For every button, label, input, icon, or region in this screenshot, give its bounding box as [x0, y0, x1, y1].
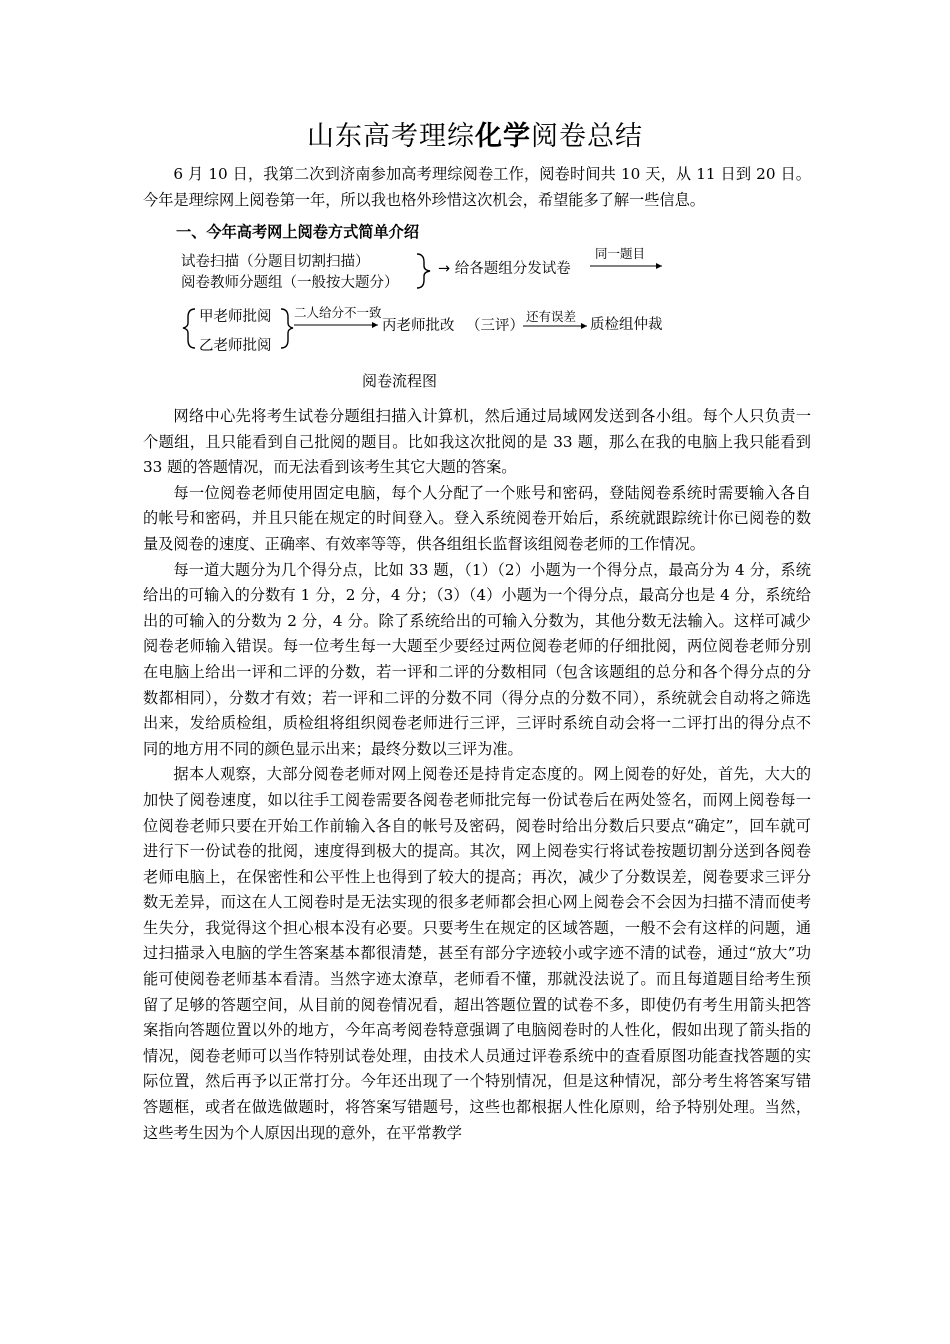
- flowchart-caption: 阅卷流程图: [362, 372, 438, 390]
- flow-step-group: 阅卷教师分题组（一般按大题分）: [181, 275, 399, 291]
- flow-teacher-c: 丙老师批改: [382, 318, 455, 334]
- section-heading: 一、今年高考网上阅卷方式简单介绍: [176, 223, 419, 241]
- paragraph-4: 据本人观察，大部分阅卷老师对网上阅卷还是持肯定态度的。网上阅卷的好处，首先，大大的加快了阅卷速度，如以往手工阅卷需要各阅卷老师批完每一份试卷后在两处签名，而网上阅卷每一位阅卷老师只要在开始工作前输入各自的帐号及密码，阅卷时给出分数后只要点“确定”，回车就可进行下一份试卷的批阅，速度得到极大的提高。其次，网上阅卷实行将试卷按题切割分送到各阅卷老师电脑上，在保密性和公平性上也得到了较大的提高；再次，减少了分数误差，阅卷要求三评分数无差异，而这在人工阅卷时是无法实现的很多老师都会担心网上阅卷会不会因为扫描不清而使考生失分，我觉得这个担心根本没有必要。只要考生在规定的区域答题，一般不会有这样的问题，通过扫描录入电脑的学生答案基本都很清楚，甚至有部分字迹较小或字迹不清的试卷，通过“放大”功能可使阅卷老师基本看清。当然字迹太潦草，老师看不懂，那就没法说了。而且每道题目给考生预留了足够的答题空间，从目前的阅卷情况看，超出答题位置的试卷不多，即使仍有考生用箭头把答案指向答题位置以外的地方，今年高考阅卷特意强调了电脑阅卷时的人性化，假如出现了箭头指的情况，阅卷老师可以当作特别试卷处理，由技术人员通过评卷系统中的查看原图功能查找答题的实际位置，然后再予以正常打分。今年还出现了一个特别情况，但是这种情况，部分考生将答案写错答题框，或者在做选做题时，将答案写错题号，这些也都根据人性化原则，给予特别处理。当然，这些考生因为个人原因出现的意外，在平常教学: [143, 765, 811, 1142]
- flowchart-lines: [0, 0, 950, 400]
- flow-teacher-b: 乙老师批阅: [199, 338, 272, 354]
- paragraph-1: 网络中心先将考生试卷分题组扫描入计算机，然后通过局域网发送到各小组。每个人只负责一个题组，且只能看到自己批阅的题目。比如我这次批阅的是 33 题，那么在我的电脑上我只能看到 33 题的答题情况，而无法看到该考生其它大题的答案。: [143, 407, 811, 477]
- flowchart: [0, 0, 950, 400]
- arrow-same-question-head-icon: [656, 263, 662, 269]
- arrow-mismatch-head-icon: [372, 322, 378, 328]
- flow-quality-group: 质检组仲裁: [590, 317, 663, 333]
- flow-teacher-a: 甲老师批阅: [199, 309, 272, 325]
- title-suffix: 阅卷总结: [531, 121, 643, 152]
- brace-right-icon: [417, 254, 430, 288]
- flow-label-same-question: 同一题目: [595, 246, 646, 261]
- brace-left-icon: [183, 309, 195, 348]
- arrow-still-error-head-icon: [581, 323, 587, 329]
- title-prefix: 山东高考理综: [307, 121, 475, 152]
- flow-label-mismatch: 二人给分不一致: [294, 305, 382, 320]
- title-bold: 化学: [475, 121, 531, 152]
- flow-step-scan: 试卷扫描（分题目切割扫描）: [181, 254, 370, 270]
- body-text: [143, 404, 811, 1146]
- brace-right-2-icon: [281, 309, 293, 348]
- flow-distribute: → 给各题组分发试卷: [438, 261, 571, 277]
- paragraph-2: 每一位阅卷老师使用固定电脑，每个人分配了一个账号和密码，登陆阅卷系统时需要输入各自的帐号和密码，并且只能在规定的时间登入。登入系统阅卷开始后，系统就跟踪统计你已阅卷的数量及阅卷的速度、正确率、有效率等等，供各组组长监督该组阅卷老师的工作情况。: [143, 483, 811, 553]
- paragraph-3: 每一道大题分为几个得分点，比如 33 题，（1）（2）小题为一个得分点，最高分为 4 分，系统给出的可输入的分数有 1 分，2 分，4 分；（3）（4）小题为一个得分点，最高分也是 4 分，系统给出的可输入的分数为 2 分，4 分。除了系统给出的可输入分数为，其他分数无法输入。这样可减少阅卷老师输入错误。每一位考生每一大题至少要经过两位阅卷老师的仔细批阅，两位阅卷老师分别在电脑上给出一评和二评的分数，若一评和二评的分数相同（包含该题组的总分和各个得分点的分数都相同），分数才有效；若一评和二评的分数不同（得分点的分数不同），系统就会自动将之筛选出来，发给质检组，质检组将组织阅卷老师进行三评，三评时系统自动会将一二评打出的得分点不同的地方用不同的颜色显示出来；最终分数以三评为准。: [143, 560, 811, 758]
- flow-label-still-error: 还有误差: [526, 309, 577, 324]
- intro-paragraph: 6 月 10 日，我第二次到济南参加高考理综阅卷工作，阅卷时间共 10 天，从 11 日到 20 日。今年是理综网上阅卷第一年，所以我也格外珍惜这次机会，希望能多了解一些信息。: [143, 165, 811, 209]
- flow-third-review: （三评）: [466, 318, 524, 334]
